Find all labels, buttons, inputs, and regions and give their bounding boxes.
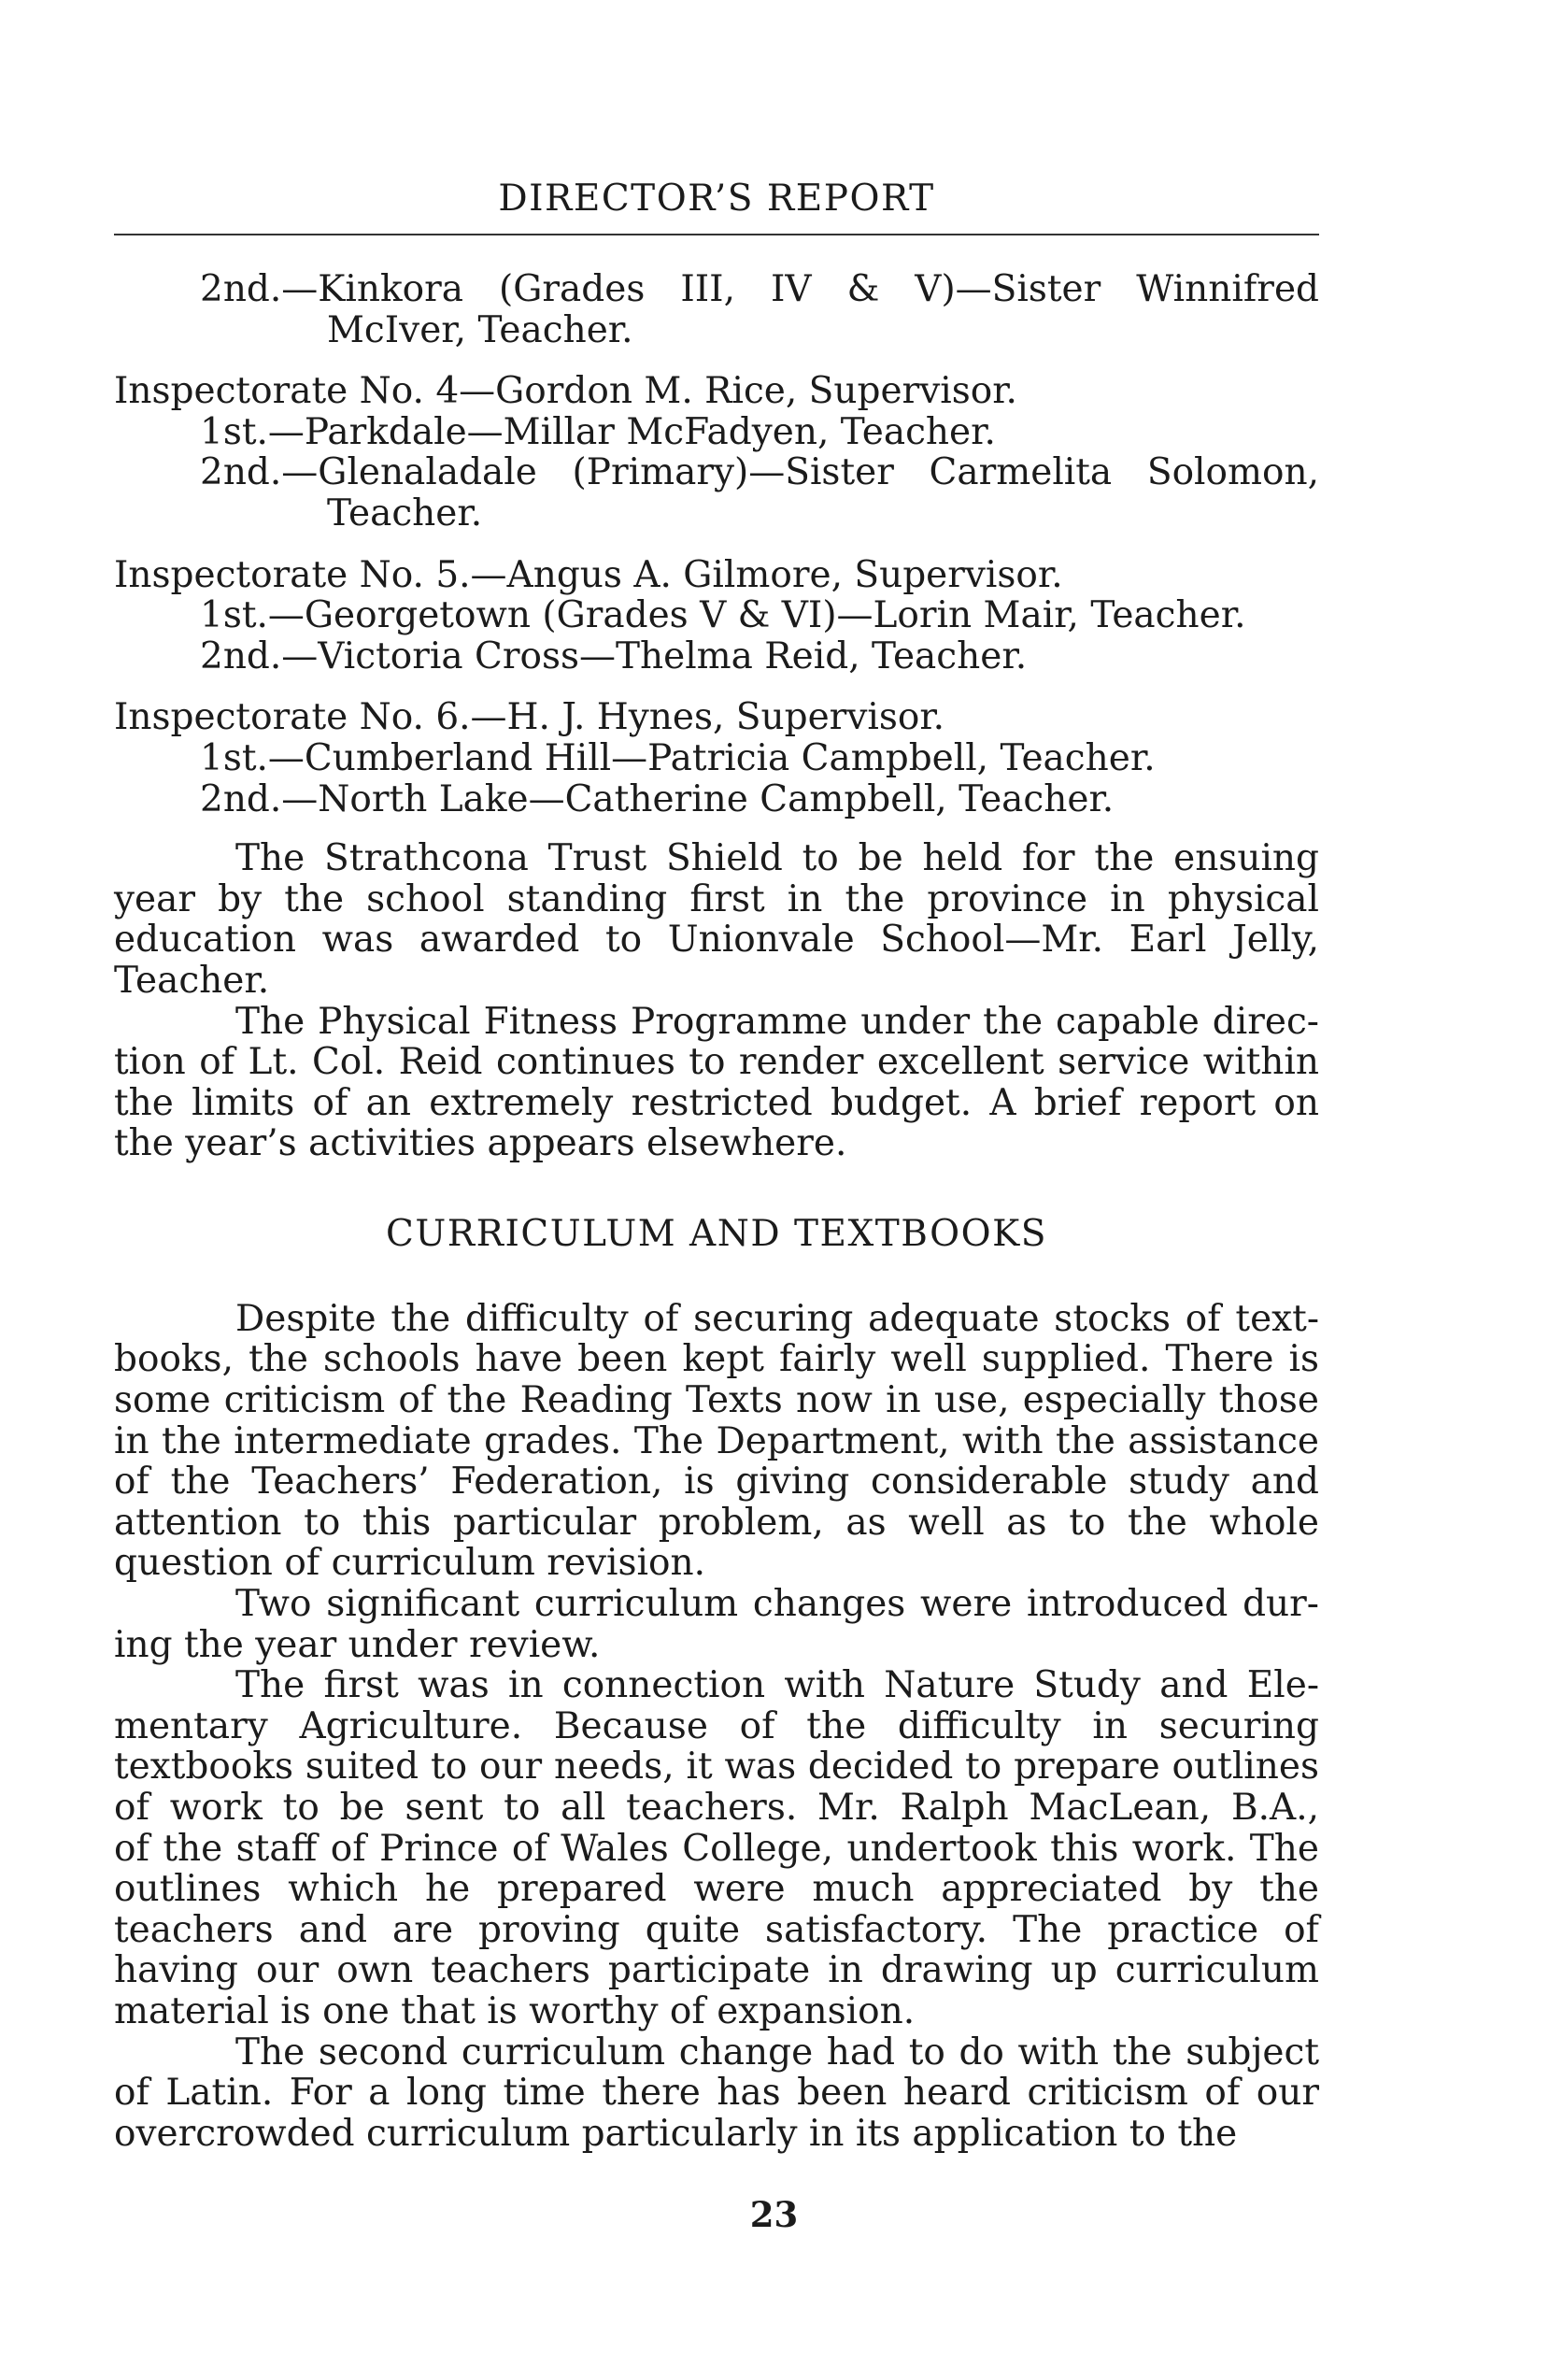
text-line: McIver, Teacher. [327,308,633,351]
text-line: question of curriculum revision. [114,1542,705,1585]
text-line: some criticism of the Reading Texts now in use, especially those [114,1379,1319,1422]
text-line: Teacher. [114,959,270,1002]
text-line: 2nd.—North Lake—Catherine Campbell, Teacher. [200,777,1115,820]
running-head: DIRECTOR’S REPORT [498,178,935,220]
award-entry [114,779,1319,820]
text-line: Teacher. [327,492,483,534]
header-rule [114,234,1319,235]
inspectorate-heading: Inspectorate No. 6.—H. J. Hynes, Supervisor. [114,696,945,739]
paragraph [114,838,1319,1001]
award-entry [114,269,1319,350]
text-line: books, the schools have been kept fairly well supplied. There is [114,1338,1319,1381]
award-entry [114,636,1319,677]
text-line: The Physical Fitness Programme under the capable direc- [235,1000,1319,1043]
text-line: of the staff of Prince of Wales College, undertook this work. The [114,1827,1319,1870]
text-line: teachers and are proving quite satisfactory. The practice of [114,1908,1319,1951]
text-line: 1st.—Cumberland Hill—Patricia Campbell, Teacher. [200,736,1156,779]
text-line: 2nd.—Kinkora (Grades III, IV & V)—Sister Winnifred [200,268,1319,310]
text-line: mentary Agriculture. Because of the difficulty in securing [114,1704,1319,1747]
text-line: 1st.—Georgetown (Grades V & VI)—Lorin Mair, Teacher. [200,594,1246,637]
report-page [114,178,1319,2154]
text-line: education was awarded to Unionvale School—Mr. Earl Jelly, [114,919,1319,962]
text-line: material is one that is worthy of expansion. [114,1989,916,2032]
text-line: The first was in connection with Nature Study and Ele- [235,1664,1319,1707]
inspectorate-heading: Inspectorate No. 5.—Angus A. Gilmore, Supervisor. [114,553,1063,596]
text-line: 1st.—Parkdale—Millar McFadyen, Teacher. [200,410,996,453]
text-line: ing the year under review. [114,1623,601,1666]
award-entry [114,738,1319,779]
text-line: 2nd.—Glenaladale (Primary)—Sister Carmelita Solomon, [200,451,1319,494]
page-number: 23 [749,2194,799,2235]
text-line: The second curriculum change had to do with the subject [235,2031,1319,2074]
text-line: outlines which he prepared were much appreciated by the [114,1868,1319,1911]
text-line: Two significant curriculum changes were introduced dur- [235,1583,1319,1626]
text-line: textbooks suited to our needs, it was decided to prepare outlines [114,1746,1319,1789]
body-text [114,269,1319,2154]
text-line: overcrowded curriculum particularly in its application to the [114,2112,1238,2155]
text-line: the year’s activities appears elsewhere. [114,1122,847,1165]
awards-list [114,269,1319,819]
award-entry [114,412,1319,453]
text-line: year by the school standing first in the province in physical [114,877,1319,920]
paragraph [114,1002,1319,1164]
text-line: of the Teachers’ Federation, is giving considerable study and [114,1461,1319,1504]
inspectorate-heading: Inspectorate No. 4—Gordon M. Rice, Supervisor. [114,370,1017,413]
text-line: The Strathcona Trust Shield to be held for the ensuing [235,837,1319,880]
text-line: tion of Lt. Col. Reid continues to render excellent service within [114,1041,1319,1084]
text-line: in the intermediate grades. The Department, with the assistance [114,1419,1319,1462]
text-line: of work to be sent to all teachers. Mr. Ralph MacLean, B.A., [114,1787,1319,1829]
award-entry [114,452,1319,534]
text-line: Despite the difficulty of securing adequate stocks of text- [235,1297,1319,1340]
award-entry [114,595,1319,636]
paragraph [114,1299,1319,1584]
paragraph [114,1665,1319,2031]
text-line: attention to this particular problem, as well as to the whole [114,1501,1319,1544]
paragraph [114,1584,1319,1665]
text-line: 2nd.—Victoria Cross—Thelma Reid, Teacher. [200,634,1028,677]
section-heading: CURRICULUM AND TEXTBOOKS [386,1212,1047,1255]
text-line: the limits of an extremely restricted budget. A brief report on [114,1081,1319,1124]
paragraph [114,2032,1319,2155]
text-line: having our own teachers participate in drawing up curriculum [114,1949,1319,1992]
text-line: of Latin. For a long time there has been heard criticism of our [114,2072,1319,2115]
